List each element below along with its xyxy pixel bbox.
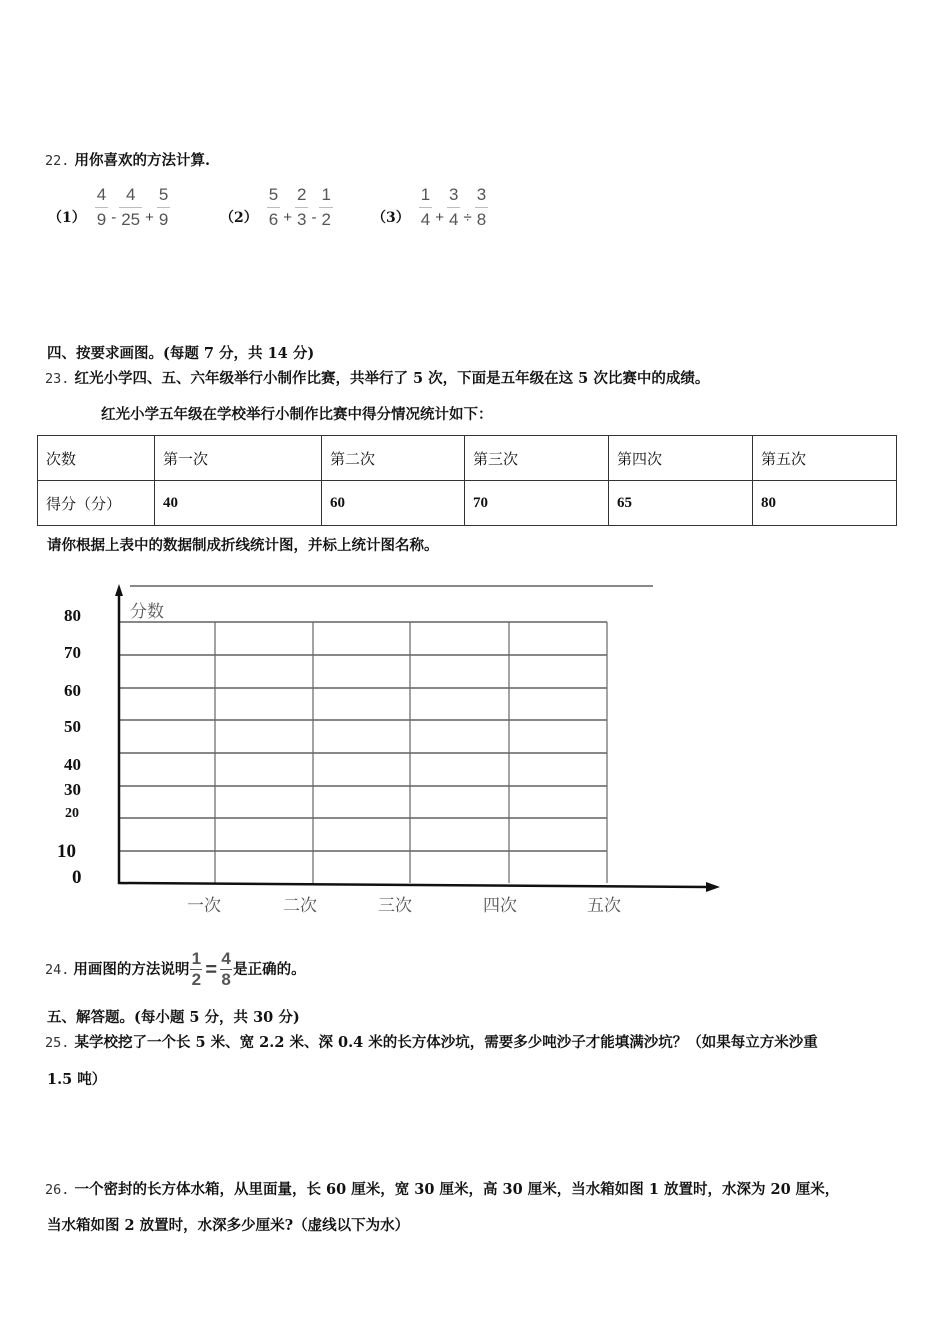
question-text: 红光小学四、五、六年级举行小制作比赛，共举行了 5 次，下面是五年级在这 5 次比赛中的成绩。: [74, 370, 710, 387]
table-cell: 65: [609, 481, 753, 526]
question-26-line2: 当水箱如图 2 放置时，水深多少厘米?（虚线以下为水）: [47, 1217, 410, 1234]
y-tick: 0: [72, 867, 82, 888]
y-tick: 80: [64, 606, 81, 625]
section-5-heading: 五、解答题。(每小题 5 分，共 30 分): [47, 1009, 300, 1026]
table-cell: 第一次: [155, 436, 322, 481]
y-tick: 60: [64, 681, 81, 700]
x-tick: 一次: [187, 896, 221, 916]
fraction: $\frac{5}{9}$: [158, 185, 169, 229]
table-cell: 得分（分）: [38, 481, 155, 526]
question-25-line1: [45, 1034, 818, 1052]
expression-label: （1）: [48, 210, 86, 226]
section-4-heading: 四、按要求画图。(每题 7 分，共 14 分): [47, 345, 315, 362]
question-24-text: [45, 950, 306, 989]
fraction: $\frac{2}{3}$: [296, 185, 307, 229]
expression-3: [372, 185, 489, 229]
fraction: $\frac{3}{8}$: [476, 185, 487, 229]
question-text: 用画图的方法说明: [73, 960, 190, 978]
question-26-line1: [45, 1181, 839, 1199]
fraction: $\frac{4}{8}$: [221, 949, 231, 989]
x-tick: 二次: [283, 896, 317, 916]
grid-vertical-lines: [215, 622, 607, 883]
table-row: [38, 481, 897, 526]
question-23-text: [45, 370, 709, 388]
y-axis-label: 分数: [130, 602, 164, 622]
question-number: 24.: [45, 961, 70, 978]
table-cell: 60: [322, 481, 465, 526]
table-cell: 第二次: [322, 436, 465, 481]
y-tick: 10: [57, 841, 76, 862]
operator: +: [283, 209, 292, 226]
question-number: 26.: [45, 1182, 70, 1198]
table-cell: 80: [753, 481, 897, 526]
table-cell: 第四次: [609, 436, 753, 481]
question-text: 用你喜欢的方法计算.: [74, 152, 211, 169]
y-tick: 20: [65, 806, 79, 821]
fraction: $\frac{4}{25}$: [121, 185, 141, 229]
fraction: $\frac{1}{2}$: [321, 185, 331, 229]
operator: +: [435, 209, 444, 226]
x-axis-arrow-icon: [706, 882, 720, 892]
table-cell: 40: [155, 481, 322, 526]
equals-sign: =: [205, 958, 218, 981]
grid-horizontal-lines: [119, 622, 607, 851]
table-cell: 第三次: [465, 436, 609, 481]
y-tick: 40: [64, 755, 81, 774]
expression-label: （2）: [220, 210, 258, 226]
expression-label: （3）: [372, 210, 410, 226]
question-22-title: [45, 152, 210, 170]
fraction: $\frac{1}{4}$: [420, 185, 431, 229]
y-axis-arrow-icon: [115, 584, 123, 596]
question-number: 22.: [45, 153, 70, 169]
table-cell: 次数: [38, 436, 155, 481]
expression-2: [220, 185, 334, 229]
score-table: [37, 435, 897, 526]
operator: -: [311, 209, 317, 226]
table-caption: 红光小学五年级在学校举行小制作比赛中得分情况统计如下：: [101, 406, 493, 423]
chart-instruction: 请你根据上表中的数据制成折线统计图，并标上统计图名称。: [47, 537, 439, 554]
question-number: 23.: [45, 371, 70, 387]
operator: ÷: [463, 209, 472, 226]
y-tick: 30: [64, 780, 81, 799]
question-text: 是正确的。: [233, 960, 306, 978]
question-text: 某学校挖了一个长 5 米、宽 2.2 米、深 0.4 米的长方体沙坑，需要多少吨沙子才能填满沙坑？（如果每立方米沙重: [74, 1034, 818, 1051]
table-cell: 70: [465, 481, 609, 526]
x-tick: 五次: [587, 896, 621, 916]
question-25-line2: 1.5 吨）: [47, 1071, 107, 1088]
expression-1: [48, 185, 171, 229]
question-text: 一个密封的长方体水箱，从里面量，长 60 厘米，宽 30 厘米，高 30 厘米，当水箱如图 1 放置时，水深为 20 厘米，: [74, 1181, 840, 1198]
operator: +: [145, 209, 154, 226]
table-header-row: [38, 436, 897, 481]
fraction: $\frac{1}{2}$: [191, 949, 202, 989]
fraction: $\frac{5}{6}$: [268, 185, 279, 229]
y-tick: 50: [64, 717, 81, 736]
operator: -: [111, 209, 117, 226]
y-tick: 70: [64, 643, 81, 662]
x-tick: 四次: [483, 896, 517, 916]
fraction: $\frac{3}{4}$: [448, 185, 459, 229]
x-axis: [118, 883, 708, 887]
x-tick: 三次: [378, 896, 412, 916]
question-number: 25.: [45, 1035, 70, 1051]
fraction: $\frac{4}{9}$: [96, 185, 107, 229]
table-cell: 第五次: [753, 436, 897, 481]
